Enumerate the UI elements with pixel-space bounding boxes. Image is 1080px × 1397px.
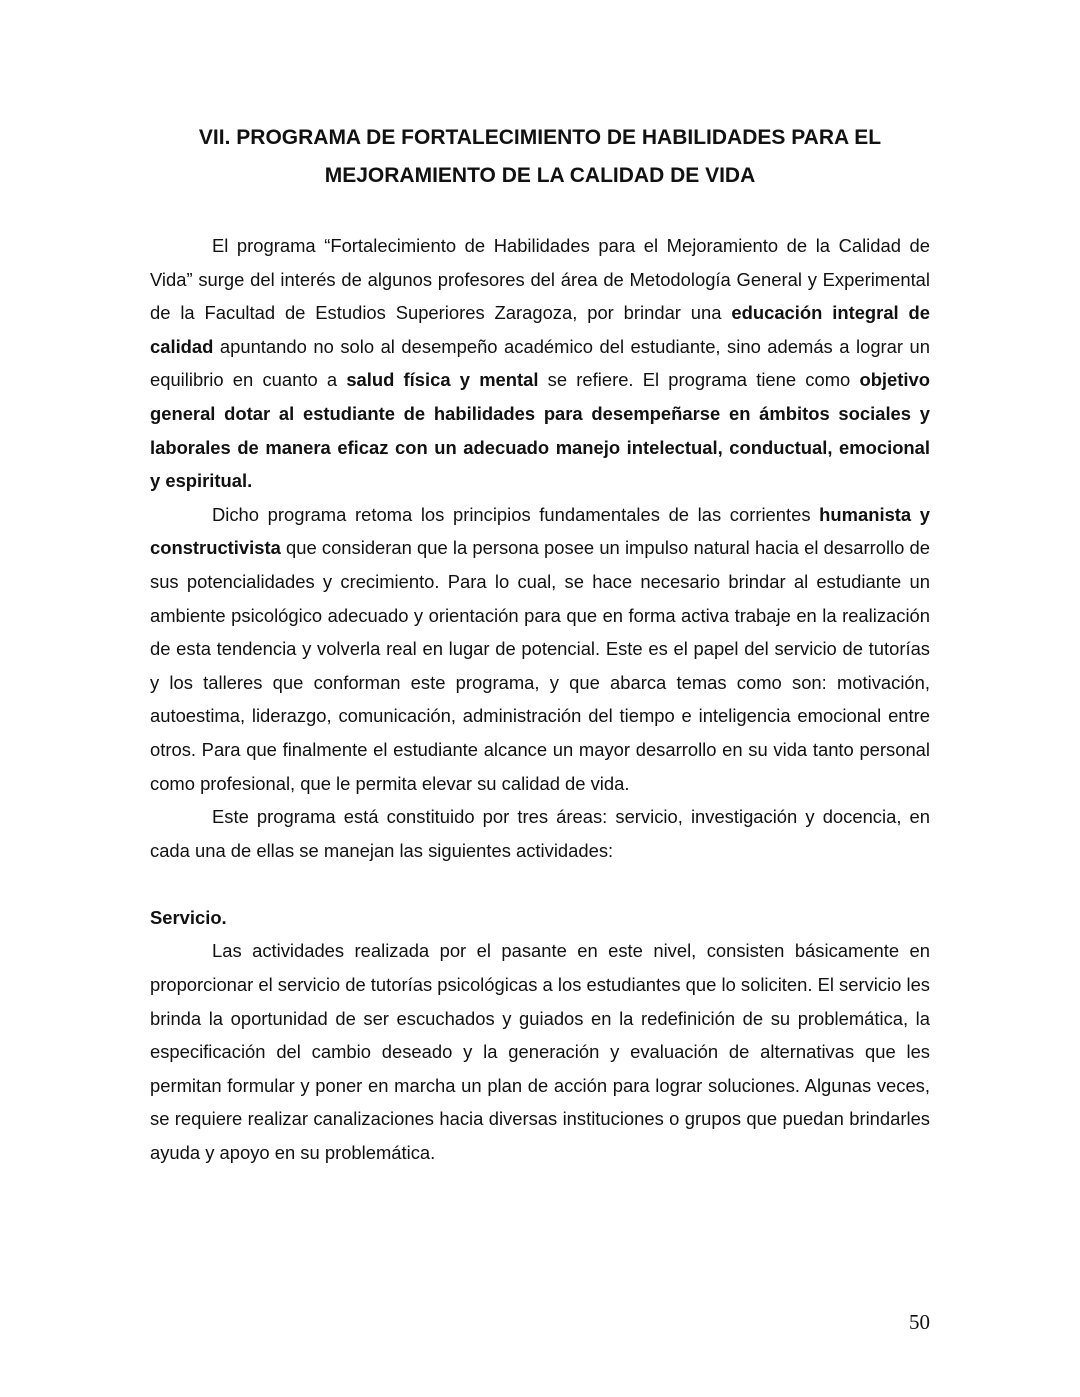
section-heading-servicio: Servicio. [150,906,227,928]
approach-paragraph [150,498,930,800]
approach-bold-1: humanista y constructivista [150,503,930,559]
chapter-title-line-1: VII. PROGRAMA DE FORTALECIMIENTO DE HABILIDADES PARA EL [198,126,882,149]
approach-text-2: que consideran que la persona posee un impulso natural hacia el desarrollo de sus potencialidades y crecimiento. Para lo cual, se hace necesario brindar al estudiante un ambiente psicológico adecuado y orientación para que en forma activa trabaje en la realización de esta tendencia y volverla real en lugar de potencial. Este es el papel del servicio de tutorías y los talleres que conforman este programa, y que abarca temas como son: motivación, autoestima, liderazgo, comunicación, administración del tiempo e inteligencia emocional entre otros. Para que finalmente el estudiante alcance un mayor desarrollo en su vida tanto personal como profesional, que le permita elevar su calidad de vida. [150,537,930,794]
areas-paragraph [150,800,930,867]
intro-text-1: El programa “Fortalecimiento de Habilidades para el Mejoramiento de la Calidad de Vida” surge del interés de algunos profesores del área de Metodología General y Experimental de la Facultad de Estudios Superiores Zaragoza, por brindar una [150,235,930,324]
intro-text-2: apuntando no solo al desempeño académico del estudiante, sino además a lograr un equilibrio en cuanto a [150,335,930,391]
intro-bold-3: objetivo general dotar al estudiante de habilidades para desempeñarse en ámbitos sociales y laborales de manera eficaz con un adecuado manejo intelectual, conductual, emocional y espiritual. [150,369,930,492]
intro-bold-1: educación integral de calidad [150,302,930,357]
chapter-title-line-2: MEJORAMIENTO DE LA CALIDAD DE VIDA [324,164,756,187]
approach-text-1: Dicho programa retoma los principios fundamentales de las corrientes [212,503,820,525]
intro-text-3: se refiere. El programa tiene como [538,369,860,391]
servicio-paragraph [150,934,930,1169]
servicio-text: Las actividades realizada por el pasante en este nivel, consisten básicamente en proporcionar el servicio de tutorías psicológicas a los estudiantes que lo soliciten. El servicio les brinda la oportunidad de ser escuchados y guiados en la redefinición de su problemática, la especificación del cambio deseado y la generación y evaluación de alternativas que les permitan formular y poner en marcha un plan de acción para lograr soluciones. Algunas veces, se requiere realizar canalizaciones hacia diversas instituciones o grupos que puedan brindarles ayuda y apoyo en su problemática. [150,940,930,1164]
page-number: 50 [909,1310,930,1334]
intro-paragraph [150,229,930,498]
areas-text-1: Este programa está constituido por tres áreas: servicio, investigación y docencia, en cada una de ellas se manejan las siguientes actividades: [150,806,930,861]
intro-bold-2: salud física y mental [346,369,539,391]
document-body [150,229,930,1170]
chapter-title [150,119,930,195]
